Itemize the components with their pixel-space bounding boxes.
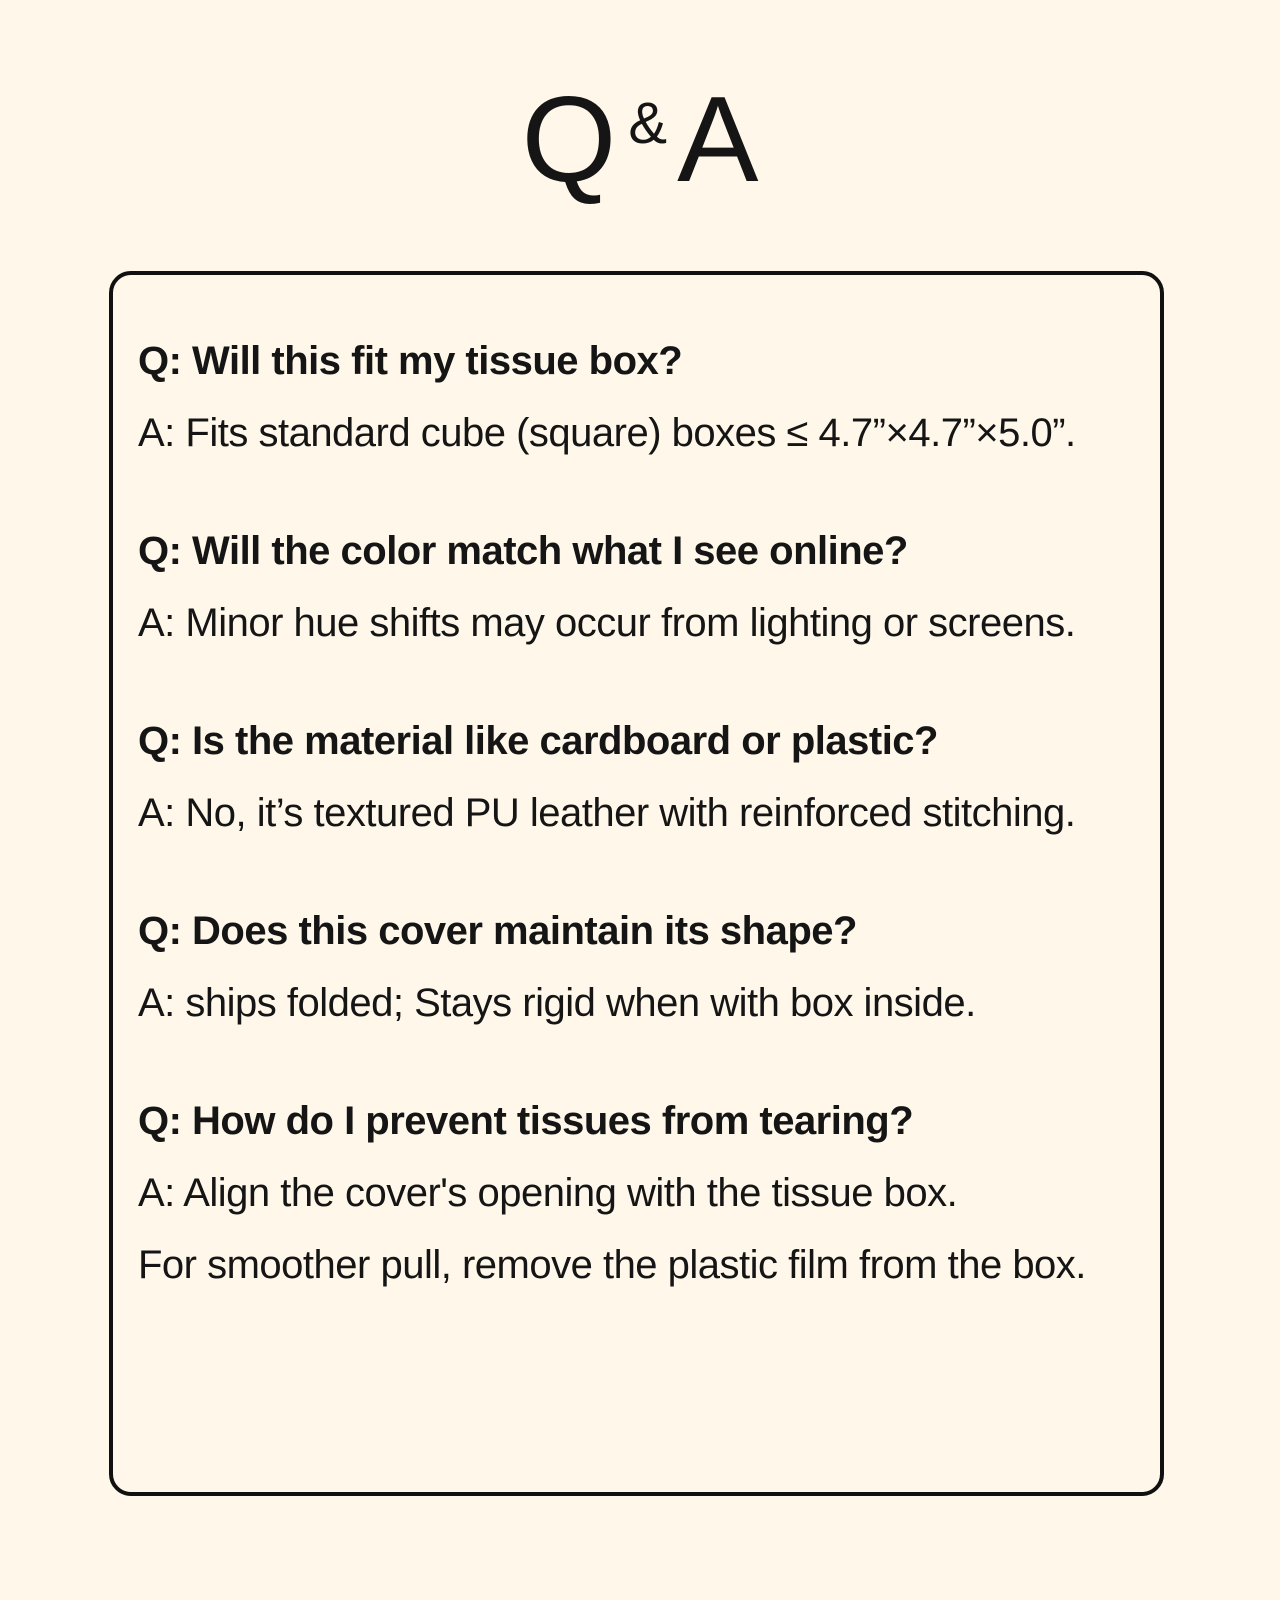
answer-text: A: Fits standard cube (square) boxes ≤ 4.7”×4.7”×5.0”. — [138, 411, 1076, 455]
qa-item — [138, 721, 1160, 833]
answer-text: A: ships folded; Stays rigid when with box inside. — [138, 981, 976, 1025]
answer-text: A: Minor hue shifts may occur from lighting or screens. — [138, 601, 1076, 645]
page-title — [0, 71, 1280, 207]
question-text: Q: How do I prevent tissues from tearing? — [138, 1099, 914, 1143]
qa-item — [138, 531, 1160, 643]
qa-box — [109, 271, 1164, 1496]
answer-text-continued: For smoother pull, remove the plastic film from the box. — [138, 1243, 1086, 1287]
question-text: Q: Will this fit my tissue box? — [138, 339, 683, 383]
title-ampersand: & — [628, 91, 668, 156]
question-text: Q: Will the color match what I see online? — [138, 529, 908, 573]
title-a: A — [677, 71, 759, 207]
qa-item — [138, 911, 1160, 1023]
question-text: Q: Is the material like cardboard or plastic? — [138, 719, 938, 763]
answer-text: A: Align the cover's opening with the tissue box. — [138, 1171, 958, 1215]
qa-item — [138, 1101, 1160, 1285]
title-q: Q — [521, 71, 617, 207]
qa-item — [138, 341, 1160, 453]
question-text: Q: Does this cover maintain its shape? — [138, 909, 857, 953]
answer-text: A: No, it’s textured PU leather with reinforced stitching. — [138, 791, 1076, 835]
